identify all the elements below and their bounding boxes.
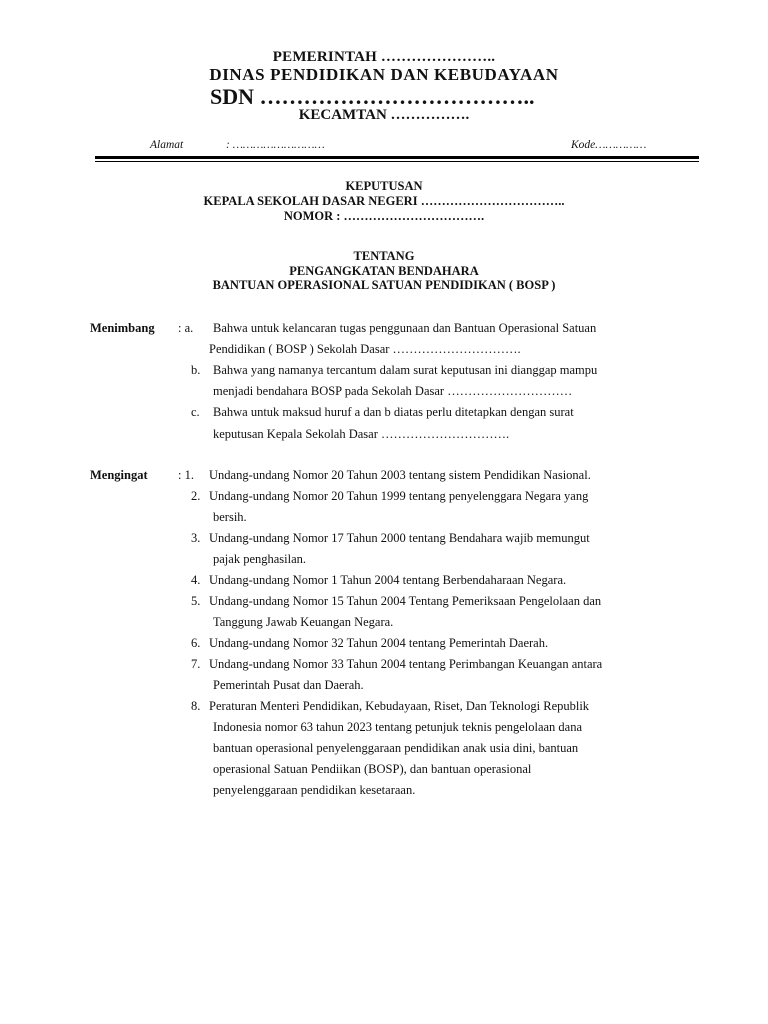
mengingat-2-line-2: bersih. xyxy=(213,510,247,524)
mengingat-marker-1: : 1. xyxy=(178,468,194,482)
menimbang-marker-b: b. xyxy=(191,363,201,377)
menimbang-marker-c: c. xyxy=(191,405,200,419)
letterhead-divider-thin xyxy=(95,161,699,162)
letterhead-divider-thick xyxy=(95,156,699,159)
address-label: Alamat xyxy=(150,139,184,151)
decree-issuer: KEPALA SEKOLAH DASAR NEGERI …………………………….. xyxy=(203,194,565,208)
letterhead-department: DINAS PENDIDIKAN DAN KEBUDAYAAN xyxy=(209,65,559,84)
mengingat-8-line-4: operasional Satuan Pendiikan (BOSP), dan bantuan operasional xyxy=(213,762,532,776)
mengingat-marker-2: 2. xyxy=(191,489,201,503)
mengingat-label: Mengingat xyxy=(90,468,148,482)
mengingat-2-line-1: Undang-undang Nomor 20 Tahun 1999 tentang penyelenggara Negara yang xyxy=(209,489,589,503)
mengingat-8-line-1: Peraturan Menteri Pendidikan, Kebudayaan, Riset, Dan Teknologi Republik xyxy=(209,699,590,713)
mengingat-marker-5: 5. xyxy=(191,594,201,608)
subject-label: TENTANG xyxy=(353,249,415,263)
mengingat-4-line-1: Undang-undang Nomor 1 Tahun 2004 tentang Berbendaharaan Negara. xyxy=(209,573,567,587)
letterhead-district: KECAMTAN ……………. xyxy=(298,107,470,123)
menimbang-c-line-1: Bahwa untuk maksud huruf a dan b diatas perlu ditetapkan dengan surat xyxy=(213,405,574,419)
mengingat-marker-6: 6. xyxy=(191,636,201,650)
decree-title: KEPUTUSAN xyxy=(345,179,423,193)
mengingat-8-line-2: Indonesia nomor 63 tahun 2023 tentang petunjuk teknis pengelolaan dana xyxy=(213,720,583,734)
address-value: : ……………………… xyxy=(226,139,325,151)
letterhead-government: PEMERINTAH ………………….. xyxy=(272,49,496,65)
menimbang-marker-a: : a. xyxy=(178,321,194,335)
mengingat-marker-4: 4. xyxy=(191,573,201,587)
mengingat-marker-7: 7. xyxy=(191,657,201,671)
menimbang-a-line-2: Pendidikan ( BOSP ) Sekolah Dasar …………………………. xyxy=(209,342,521,356)
mengingat-8-line-3: bantuan operasional penyelenggaraan pendidikan anak usia dini, bantuan xyxy=(213,741,579,755)
mengingat-3-line-1: Undang-undang Nomor 17 Tahun 2000 tentang Bendahara wajib memungut xyxy=(209,531,590,545)
subject-line-2: BANTUAN OPERASIONAL SATUAN PENDIDIKAN ( BOSP ) xyxy=(212,278,556,292)
menimbang-b-line-1: Bahwa yang namanya tercantum dalam surat keputusan ini dianggap mampu xyxy=(213,363,598,377)
mengingat-5-line-2: Tanggung Jawab Keuangan Negara. xyxy=(213,615,394,629)
mengingat-6-line-1: Undang-undang Nomor 32 Tahun 2004 tentang Pemerintah Daerah. xyxy=(209,636,549,650)
mengingat-3-line-2: pajak penghasilan. xyxy=(213,552,307,566)
menimbang-a-line-1: Bahwa untuk kelancaran tugas penggunaan dan Bantuan Operasional Satuan xyxy=(213,321,597,335)
mengingat-7-line-1: Undang-undang Nomor 33 Tahun 2004 tentang Perimbangan Keuangan antara xyxy=(209,657,603,671)
mengingat-5-line-1: Undang-undang Nomor 15 Tahun 2004 Tentang Pemeriksaan Pengelolaan dan xyxy=(209,594,602,608)
mengingat-7-line-2: Pemerintah Pusat dan Daerah. xyxy=(213,678,364,692)
code-label: Kode…………… xyxy=(571,139,647,151)
mengingat-marker-8: 8. xyxy=(191,699,201,713)
mengingat-8-line-5: penyelenggaraan pendidikan kesetaraan. xyxy=(213,783,416,797)
subject-line-1: PENGANGKATAN BENDAHARA xyxy=(289,264,479,278)
menimbang-c-line-2: keputusan Kepala Sekolah Dasar …………………………. xyxy=(213,427,510,441)
menimbang-label: Menimbang xyxy=(90,321,155,335)
letterhead-school: SDN ……………………………….. xyxy=(210,84,535,109)
mengingat-marker-3: 3. xyxy=(191,531,201,545)
mengingat-1-line-1: Undang-undang Nomor 20 Tahun 2003 tentang sistem Pendidikan Nasional. xyxy=(209,468,591,482)
menimbang-b-line-2: menjadi bendahara BOSP pada Sekolah Dasar ………………………… xyxy=(213,384,573,398)
decree-number: NOMOR : ……………………………. xyxy=(283,209,485,223)
